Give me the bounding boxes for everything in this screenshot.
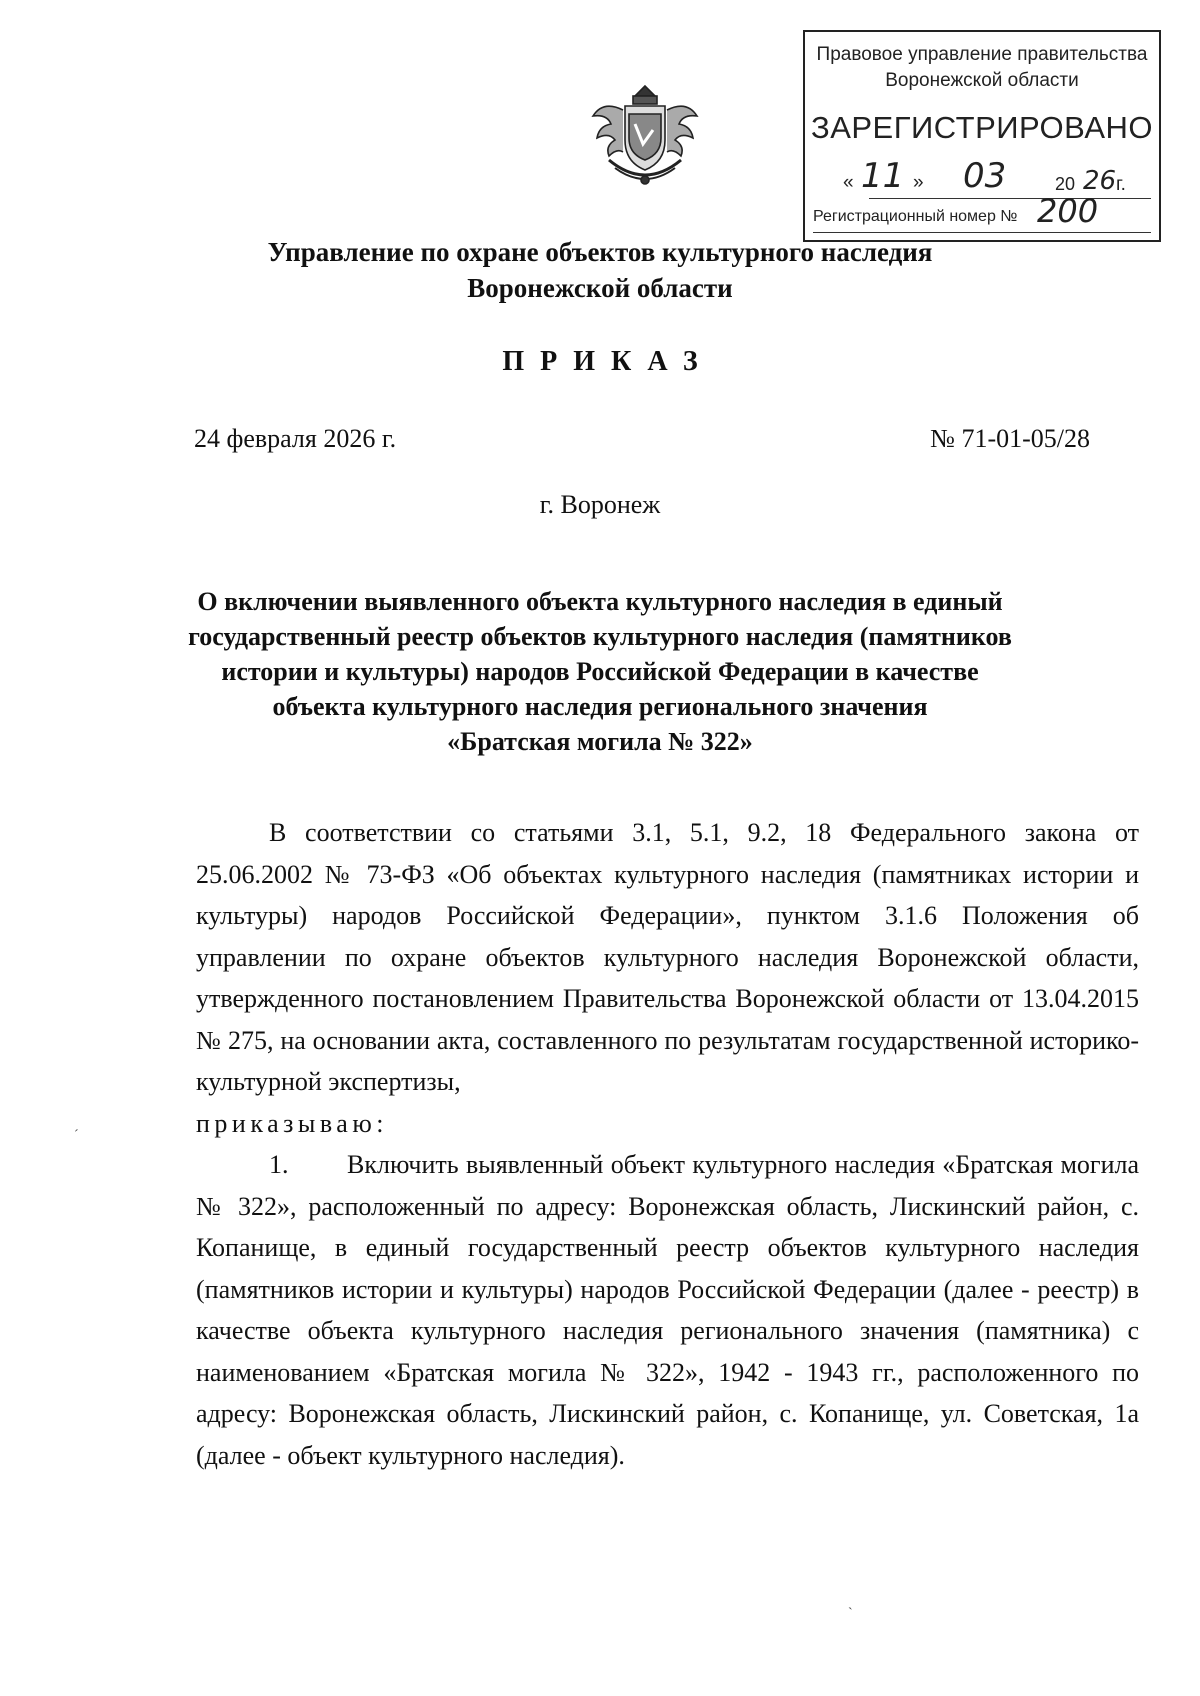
stamp-month: 03 <box>963 156 1007 196</box>
stamp-year-hand: 26 <box>1083 166 1117 196</box>
organization-name-line2: Воронежской области <box>467 273 733 303</box>
order-word: приказываю: <box>196 1108 388 1138</box>
stamp-date-row <box>833 156 1153 196</box>
item-1-number: 1. <box>269 1150 289 1179</box>
stamp-reg-label: Регистрационный номер № <box>813 208 1018 225</box>
title-line2: государственный реестр объектов культурного наследия (памятников <box>188 622 1012 651</box>
registration-stamp <box>803 30 1161 242</box>
stamp-reg-underline <box>813 232 1151 233</box>
item-1-text: Включить выявленный объект культурного наследия «Братская могила № 322», расположенный по адресу: Воронежская область, Лискинский район, с. Копанище, в единый государственный реестр объектов культурного наследия (памятников истории и культуры) народов Российской Федерации (далее - реестр) в качестве объекта культурного наследия регионального значения (памятника) с наименованием «Братская могила № 322», 1942 - 1943 гг., расположенного по адресу: Воронежская область, Лискинский район, с. Копанище, ул. Советская, 1а (далее - объект культурного наследия). <box>196 1150 1139 1470</box>
stamp-registered-title: ЗАРЕГИСТРИРОВАНО <box>810 110 1153 145</box>
stamp-day: 11 <box>861 156 905 196</box>
title-line1: О включении выявленного объекта культурного наследия в единый <box>197 587 1003 616</box>
stamp-reg-number: 200 <box>1037 192 1099 230</box>
coat-of-arms-icon <box>585 80 705 190</box>
document-number: № 71-01-05/28 <box>930 424 1090 453</box>
stamp-year-prefix: 20 <box>1055 174 1076 194</box>
stamp-quote-open: « <box>843 172 854 193</box>
title-line4: объекта культурного наследия регионального значения <box>272 692 928 721</box>
title-line3: истории и культуры) народов Российской Федерации в качестве <box>221 657 979 686</box>
scan-mark: ˋ <box>848 1606 853 1621</box>
stamp-quote-close: » <box>913 172 924 193</box>
stamp-department-line2: Воронежской области <box>885 70 1079 91</box>
document-city: г. Воронеж <box>539 490 661 519</box>
document-type: ПРИКАЗ <box>502 346 714 377</box>
scan-mark: ˊ <box>74 1128 79 1143</box>
preamble-paragraph: В соответствии со статьями 3.1, 5.1, 9.2, 18 Федерального закона от 25.06.2002 № 73-ФЗ «Об объектах культурного наследия (памятниках истории и культуры) народов Российской Федерации», пунктом 3.1.6 Положения об управлении по охране объектов культурного наследия Воронежской области, утвержденного постановлением Правительства Воронежской области от 13.04.2015 № 275, на основании акта, составленного по результатам государственной историко-культурной экспертизы, <box>196 818 1139 1096</box>
organization-name-line1: Управление по охране объектов культурного наследия <box>267 237 933 267</box>
item-1-paragraph <box>196 1144 1139 1476</box>
document-title <box>150 584 1050 759</box>
stamp-year-suffix: г. <box>1116 174 1126 195</box>
document-date: 24 февраля 2026 г. <box>194 424 397 453</box>
document-body <box>196 812 1139 1476</box>
stamp-department-line1: Правовое управление правительства <box>816 44 1148 65</box>
stamp-date-underline <box>869 198 1151 199</box>
title-line5: «Братская могила № 322» <box>447 727 753 756</box>
